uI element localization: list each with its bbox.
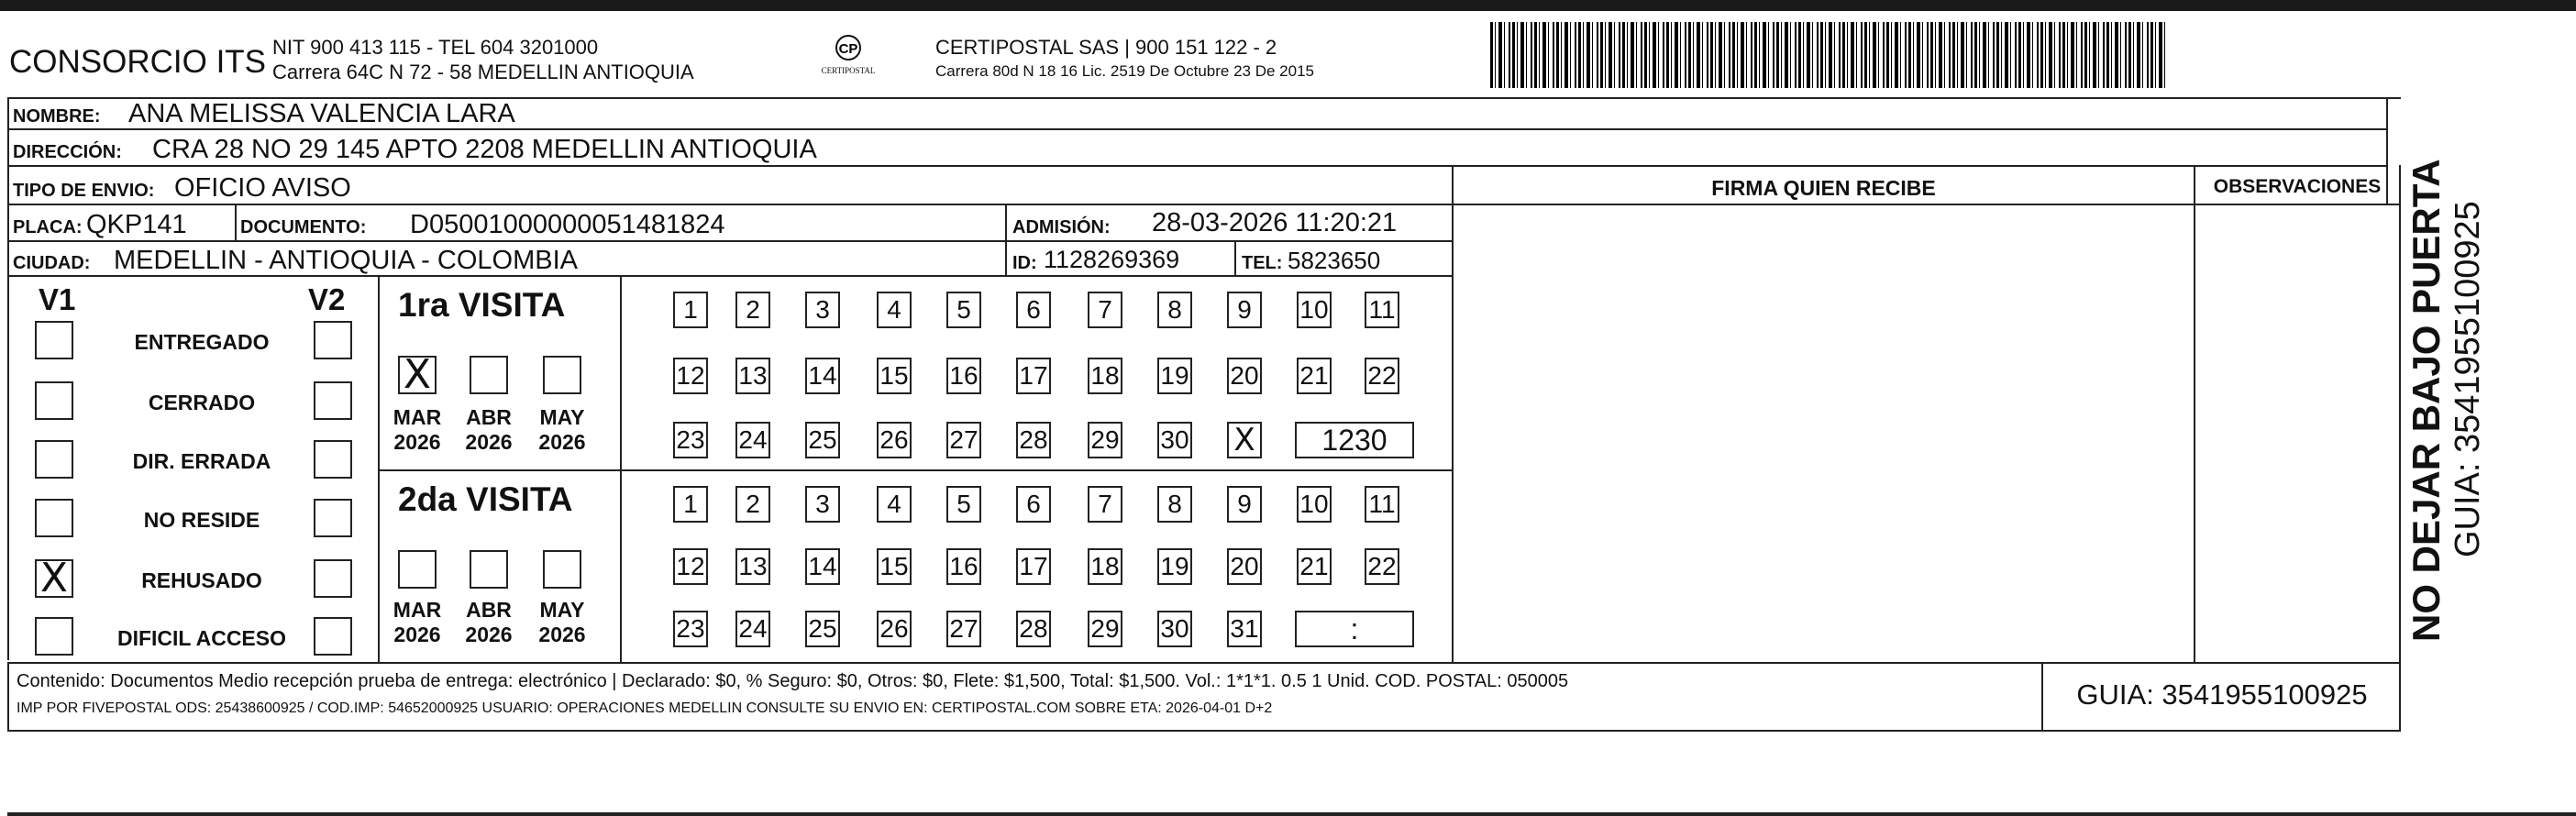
tipo-envio-label: TIPO DE ENVIO: <box>13 181 155 201</box>
day-checkbox[interactable]: 4 <box>877 486 912 523</box>
first-visit-title: 1ra VISITA <box>398 286 566 324</box>
day-checkbox[interactable]: 30 <box>1157 422 1192 458</box>
month-year: 2026 <box>393 623 441 646</box>
day-checkbox[interactable]: 19 <box>1157 358 1192 394</box>
day-checkbox[interactable]: 16 <box>946 548 981 585</box>
nombre-value: ANA MELISSA VALENCIA LARA <box>128 99 515 128</box>
documento-value: D05001000000051481824 <box>410 210 725 239</box>
day-checkbox[interactable]: 10 <box>1297 292 1332 328</box>
day-checkbox[interactable]: 13 <box>735 358 770 394</box>
top-border-bar <box>0 0 2576 11</box>
ciudad-label: CIUDAD: <box>13 253 91 273</box>
day-checkbox[interactable]: 26 <box>877 422 912 458</box>
v2-checkbox[interactable] <box>314 559 352 598</box>
day-checkbox[interactable]: 20 <box>1227 358 1262 394</box>
day-checkbox[interactable]: 1 <box>673 292 708 328</box>
day-checkbox[interactable]: 21 <box>1297 548 1332 585</box>
day-checkbox[interactable]: 10 <box>1297 486 1332 523</box>
direccion-value: CRA 28 NO 29 145 APTO 2208 MEDELLIN ANTIOQUIA <box>152 135 817 164</box>
day-checkbox[interactable]: 6 <box>1016 292 1051 328</box>
day-checkbox[interactable]: 27 <box>946 611 981 647</box>
no-dejar-bajo-puerta: NO DEJAR BAJO PUERTA <box>2405 159 2448 642</box>
logo-text: CERTIPOSTAL <box>821 66 876 75</box>
time-field[interactable]: : <box>1295 611 1414 647</box>
month-checkbox[interactable] <box>398 550 437 589</box>
day-checkbox[interactable]: 7 <box>1088 292 1122 328</box>
barcode <box>1490 22 2169 88</box>
status-option-label: DIR. ERRADA <box>132 449 271 473</box>
company-nit-tel: NIT 900 413 115 - TEL 604 3201000 <box>272 36 599 59</box>
svg-text:CP: CP <box>838 41 858 57</box>
day-checkbox[interactable]: 2 <box>735 486 770 523</box>
day-checkbox[interactable]: 5 <box>946 486 981 523</box>
documento-label: DOCUMENTO: <box>240 217 367 237</box>
footer-contents: Contenido: Documentos Medio recepción prueba de entrega: electrónico | Declarado: $0, % Seguro: $0, Otros: $0, Flete: $1,500, Total: $1,500. Vol.: 1*1*1. 0.5 1 Unid. COD. POSTAL: 050005 <box>17 671 1569 691</box>
time-field[interactable]: 1230 <box>1295 422 1414 458</box>
day-checkbox[interactable]: 6 <box>1016 486 1051 523</box>
id-label: ID: <box>1012 253 1037 273</box>
v1-checkbox[interactable] <box>35 440 73 479</box>
month-name: MAY <box>539 598 585 622</box>
day-checkbox[interactable]: 25 <box>805 611 840 647</box>
id-value: 1128269369 <box>1044 246 1180 273</box>
firma-area[interactable] <box>1454 205 2194 662</box>
day-checkbox[interactable]: 12 <box>673 548 708 585</box>
month-checkbox[interactable] <box>543 550 581 589</box>
v2-checkbox[interactable] <box>314 321 352 359</box>
month-year: 2026 <box>538 623 586 646</box>
day-checkbox[interactable]: 24 <box>735 611 770 647</box>
month-checkbox[interactable] <box>470 356 508 394</box>
day-checkbox[interactable]: 13 <box>735 548 770 585</box>
day-checkbox[interactable]: 20 <box>1227 548 1262 585</box>
placa-label: PLACA: <box>13 217 83 237</box>
status-option-label: CERRADO <box>148 391 256 414</box>
day-checkbox[interactable]: 18 <box>1088 548 1122 585</box>
day-checkbox[interactable]: 31 <box>1227 611 1262 647</box>
day-checkbox[interactable]: 28 <box>1016 422 1051 458</box>
status-option-label: ENTREGADO <box>134 330 270 354</box>
certipostal-line: CERTIPOSTAL SAS | 900 151 122 - 2 <box>935 36 1277 59</box>
v1-checkbox[interactable]: X <box>35 559 73 598</box>
day-checkbox[interactable]: 7 <box>1088 486 1122 523</box>
firma-header: FIRMA QUIEN RECIBE <box>1711 176 1936 200</box>
tipo-envio-value: OFICIO AVISO <box>174 173 351 203</box>
day-checkbox[interactable]: 24 <box>735 422 770 458</box>
day-checkbox[interactable]: 5 <box>946 292 981 328</box>
direccion-label: DIRECCIÓN: <box>13 142 122 162</box>
day-checkbox[interactable]: 11 <box>1365 486 1399 523</box>
day-checkbox[interactable]: 14 <box>805 358 840 394</box>
placa-value: QKP141 <box>86 210 187 239</box>
day-checkbox[interactable]: 15 <box>877 358 912 394</box>
certipostal-address: Carrera 80d N 18 16 Lic. 2519 De Octubre 23 De 2015 <box>935 62 1314 80</box>
v1-label: V1 <box>39 282 76 316</box>
v2-label: V2 <box>308 282 346 316</box>
day-checkbox[interactable]: 1 <box>673 486 708 523</box>
v1-checkbox[interactable] <box>35 381 73 420</box>
tel-label: TEL: <box>1242 253 1283 273</box>
day-checkbox[interactable]: 17 <box>1016 358 1051 394</box>
admision-label: ADMISIÓN: <box>1012 217 1111 237</box>
day-checkbox[interactable]: 18 <box>1088 358 1122 394</box>
side-guia: GUIA: 3541955100925 <box>2449 201 2487 557</box>
status-option-label: DIFICIL ACCESO <box>116 626 286 650</box>
month-year: 2026 <box>465 430 513 454</box>
observaciones-area[interactable] <box>2195 205 2399 662</box>
nombre-label: NOMBRE: <box>13 106 101 127</box>
v1-checkbox[interactable] <box>35 617 73 656</box>
day-checkbox[interactable]: 25 <box>805 422 840 458</box>
status-option-label: REHUSADO <box>141 568 262 592</box>
month-year: 2026 <box>393 430 441 454</box>
admision-value: 28-03-2026 11:20:21 <box>1152 208 1398 237</box>
v2-checkbox[interactable] <box>314 440 352 479</box>
second-visit-title: 2da VISITA <box>398 480 573 518</box>
day-checkbox[interactable]: 26 <box>877 611 912 647</box>
company-name: CONSORCIO ITS <box>9 44 267 80</box>
month-checkbox[interactable]: X <box>398 356 437 394</box>
v2-checkbox[interactable] <box>314 381 352 420</box>
day-checkbox[interactable]: 22 <box>1365 548 1399 585</box>
day-checkbox[interactable]: 9 <box>1227 292 1262 328</box>
day-checkbox[interactable]: 2 <box>735 292 770 328</box>
certipostal-logo-icon <box>807 33 890 86</box>
day-checkbox[interactable]: 22 <box>1365 358 1399 394</box>
month-name: ABR <box>466 405 512 429</box>
day-checkbox[interactable]: 19 <box>1157 548 1192 585</box>
day-checkbox[interactable]: 30 <box>1157 611 1192 647</box>
month-year: 2026 <box>538 430 586 454</box>
day-checkbox[interactable]: 29 <box>1088 611 1122 647</box>
footer-imp: IMP POR FIVEPOSTAL ODS: 25438600925 / COD.IMP: 54652000925 USUARIO: OPERACIONES MEDELLIN CONSULTE SU ENVIO EN: CERTIPOSTAL.COM SOBRE ETA: 2026-04-01 D+2 <box>17 700 1273 716</box>
month-year: 2026 <box>465 623 513 646</box>
day-checkbox[interactable]: 8 <box>1157 292 1192 328</box>
day-checkbox[interactable]: 27 <box>946 422 981 458</box>
day-checkbox[interactable]: 28 <box>1016 611 1051 647</box>
company-address: Carrera 64C N 72 - 58 MEDELLIN ANTIOQUIA <box>272 61 694 83</box>
month-checkbox[interactable] <box>470 550 508 589</box>
day-checkbox[interactable]: 23 <box>673 422 708 458</box>
month-name: MAR <box>392 405 442 429</box>
v1-checkbox[interactable] <box>35 499 73 537</box>
v2-checkbox[interactable] <box>314 499 352 537</box>
month-name: MAY <box>539 405 585 429</box>
day-checkbox[interactable]: 21 <box>1297 358 1332 394</box>
observaciones-header: OBSERVACIONES <box>2213 176 2382 197</box>
day-checkbox[interactable]: 8 <box>1157 486 1192 523</box>
v2-checkbox[interactable] <box>314 617 352 656</box>
month-name: MAR <box>392 598 442 622</box>
day-checkbox[interactable]: 3 <box>805 292 840 328</box>
footer-guia: GUIA: 3541955100925 <box>2076 678 2368 711</box>
certipostal-logo <box>807 33 890 86</box>
month-checkbox[interactable] <box>543 356 581 394</box>
month-name: ABR <box>466 598 512 622</box>
day-checkbox[interactable]: 11 <box>1365 292 1399 328</box>
day-checkbox[interactable]: 29 <box>1088 422 1122 458</box>
status-option-label: NO RESIDE <box>143 508 260 532</box>
day-checkbox[interactable]: 16 <box>946 358 981 394</box>
day-checkbox[interactable]: 9 <box>1227 486 1262 523</box>
tel-value: 5823650 <box>1288 247 1381 274</box>
ciudad-value: MEDELLIN - ANTIOQUIA - COLOMBIA <box>114 246 578 275</box>
day-checkbox[interactable]: 3 <box>805 486 840 523</box>
day-checkbox[interactable]: 4 <box>877 292 912 328</box>
day-checkbox[interactable]: 23 <box>673 611 708 647</box>
day-checkbox[interactable]: 17 <box>1016 548 1051 585</box>
v1-checkbox[interactable] <box>35 321 73 359</box>
day-checkbox[interactable]: X <box>1227 422 1262 458</box>
day-checkbox[interactable]: 14 <box>805 548 840 585</box>
day-checkbox[interactable]: 12 <box>673 358 708 394</box>
day-checkbox[interactable]: 15 <box>877 548 912 585</box>
